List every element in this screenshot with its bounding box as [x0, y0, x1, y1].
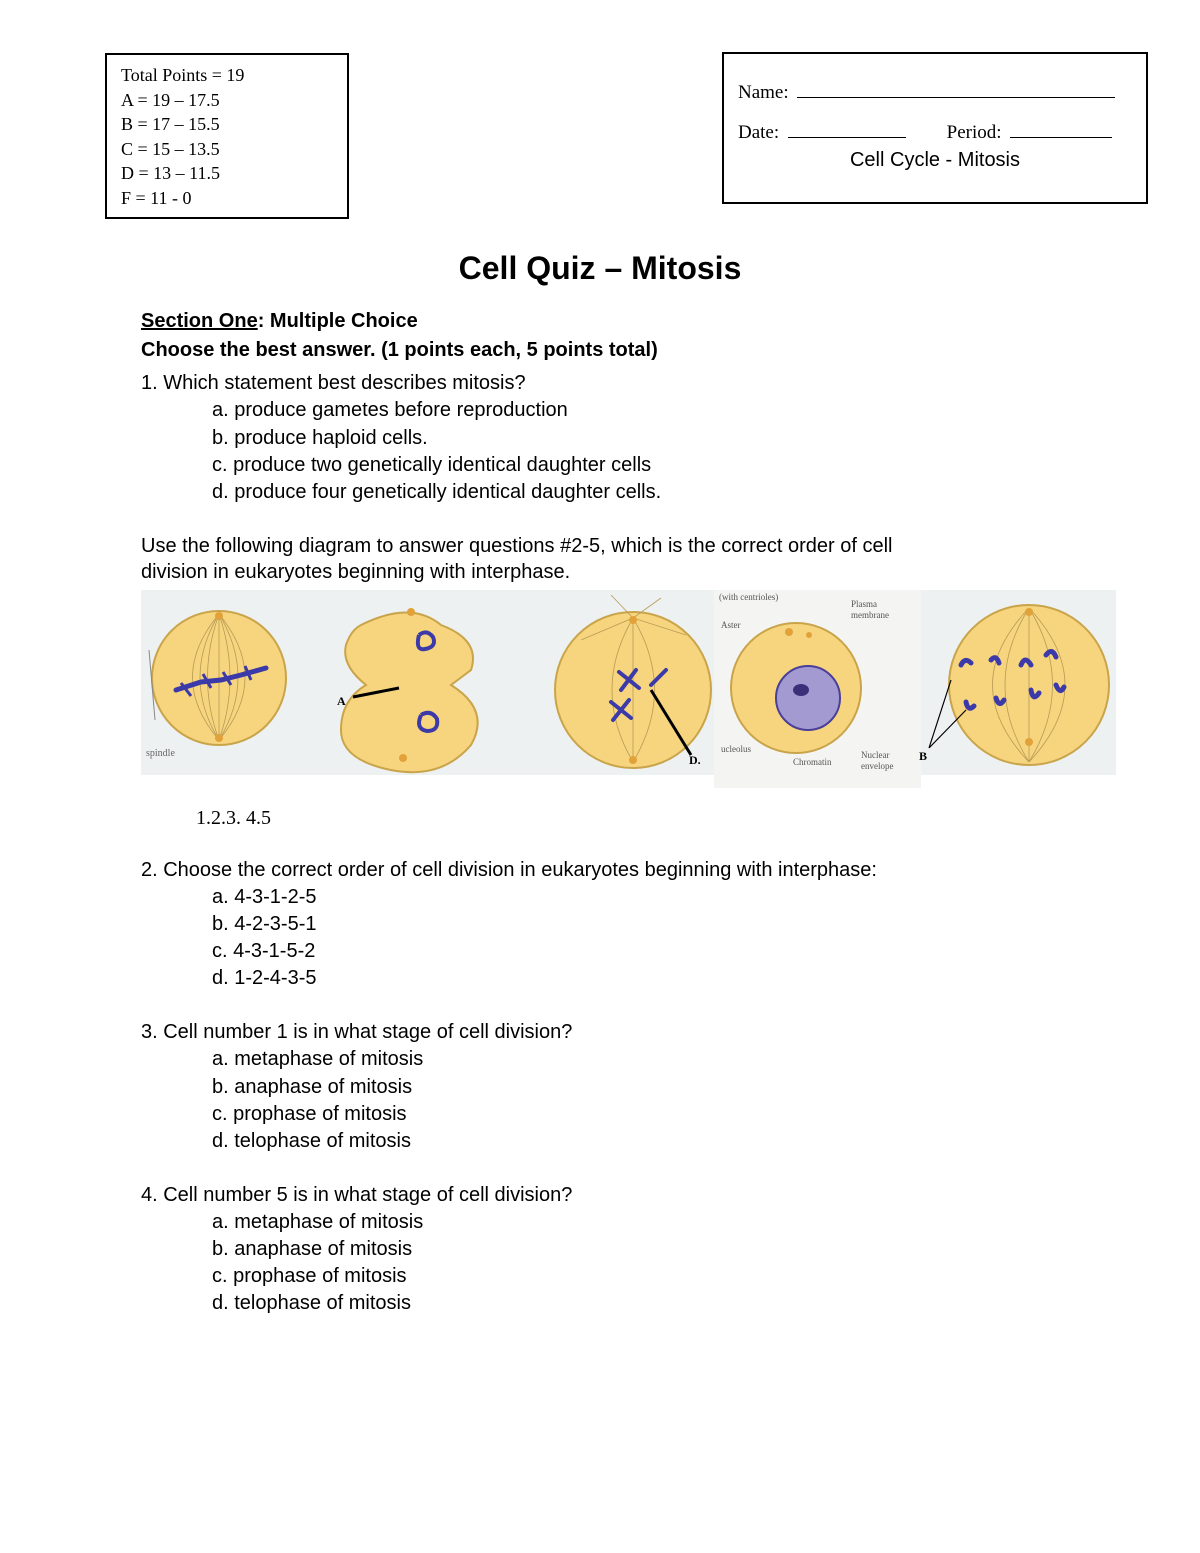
question-2-option-c[interactable]: c. 4-3-1-5-2 — [212, 940, 316, 962]
label-spindle: spindle — [146, 748, 175, 759]
question-4-option-a[interactable]: a. metaphase of mitosis — [212, 1211, 424, 1233]
cell-4-interphase — [731, 623, 861, 753]
grading-line-b: B = 17 – 15.5 — [121, 114, 220, 135]
question-3-option-a[interactable]: a. metaphase of mitosis — [212, 1048, 424, 1070]
question-4: 4. Cell number 5 is in what stage of cell division? — [141, 1184, 573, 1206]
label-envelope: envelope — [861, 761, 894, 771]
date-field[interactable] — [788, 121, 906, 138]
label-membrane: membrane — [851, 610, 889, 620]
cell-numbers: 1.2.3. 4.5 — [196, 807, 271, 829]
name-label: Name: — [738, 82, 789, 103]
question-1-option-d[interactable]: d. produce four genetically identical daughter cells. — [212, 481, 662, 503]
question-2: 2. Choose the correct order of cell division in eukaryotes beginning with interphase: — [141, 859, 877, 881]
date-period-row — [738, 121, 1112, 144]
question-2-option-a[interactable]: a. 4-3-1-2-5 — [212, 886, 317, 908]
label-aster: Aster — [721, 620, 741, 630]
question-2-option-d[interactable]: d. 1-2-4-3-5 — [212, 967, 317, 989]
question-3: 3. Cell number 1 is in what stage of cell division? — [141, 1021, 573, 1043]
diagram-intro-line-2: division in eukaryotes beginning with interphase. — [141, 561, 571, 583]
cell-1-metaphase — [152, 611, 286, 745]
label-nucleolus: ucleolus — [721, 744, 751, 754]
grading-line-total: Total Points = 19 — [121, 65, 245, 85]
page-title: Cell Quiz – Mitosis — [458, 250, 742, 286]
question-1: 1. Which statement best describes mitosis? — [141, 372, 526, 394]
diagram-intro-line-1: Use the following diagram to answer questions #2-5, which is the correct order of cell — [141, 535, 893, 557]
label-nuclear: Nuclear — [861, 750, 890, 760]
grading-line-f: F = 11 - 0 — [121, 187, 192, 208]
label-plasma: Plasma — [851, 599, 877, 609]
worksheet-subtitle: Cell Cycle - Mitosis — [849, 149, 1021, 171]
section-type: : Multiple Choice — [257, 310, 418, 332]
cell-2-telophase — [341, 608, 478, 772]
period-field[interactable] — [1010, 121, 1112, 138]
label-centrioles: (with centrioles) — [719, 592, 779, 602]
mitosis-diagram — [141, 590, 1116, 788]
question-4-option-c[interactable]: c. prophase of mitosis — [212, 1265, 407, 1287]
question-3-option-d[interactable]: d. telophase of mitosis — [212, 1130, 411, 1152]
period-label: Period: — [946, 122, 1002, 143]
grading-line-c: C = 15 – 13.5 — [121, 138, 220, 159]
label-chromatin: Chromatin — [793, 757, 832, 767]
grading-scale-box — [105, 53, 349, 219]
question-3-option-c[interactable]: c. prophase of mitosis — [212, 1103, 407, 1125]
question-2-option-b[interactable]: b. 4-2-3-5-1 — [212, 913, 317, 935]
section-label: Section One — [141, 310, 258, 332]
question-3-option-b[interactable]: b. anaphase of mitosis — [212, 1076, 413, 1098]
date-label: Date: — [738, 122, 780, 143]
grading-line-d: D = 13 – 11.5 — [121, 163, 220, 184]
name-field[interactable] — [797, 81, 1115, 98]
question-4-option-b[interactable]: b. anaphase of mitosis — [212, 1238, 413, 1260]
label-b: B — [919, 749, 928, 763]
student-info-box — [722, 52, 1148, 204]
name-row — [738, 81, 1115, 104]
cell-5-anaphase — [949, 605, 1109, 765]
section-instructions: Choose the best answer. (1 points each, 5 points total) — [141, 339, 658, 361]
question-1-option-b[interactable]: b. produce haploid cells. — [212, 427, 428, 449]
label-a: A — [337, 694, 346, 708]
grading-line-a: A = 19 – 17.5 — [121, 89, 220, 110]
question-1-option-a[interactable]: a. produce gametes before reproduction — [212, 399, 568, 421]
question-1-option-c[interactable]: c. produce two genetically identical daughter cells — [212, 454, 652, 476]
question-4-option-d[interactable]: d. telophase of mitosis — [212, 1292, 411, 1314]
section-header — [141, 310, 418, 333]
label-d: D. — [689, 753, 701, 767]
